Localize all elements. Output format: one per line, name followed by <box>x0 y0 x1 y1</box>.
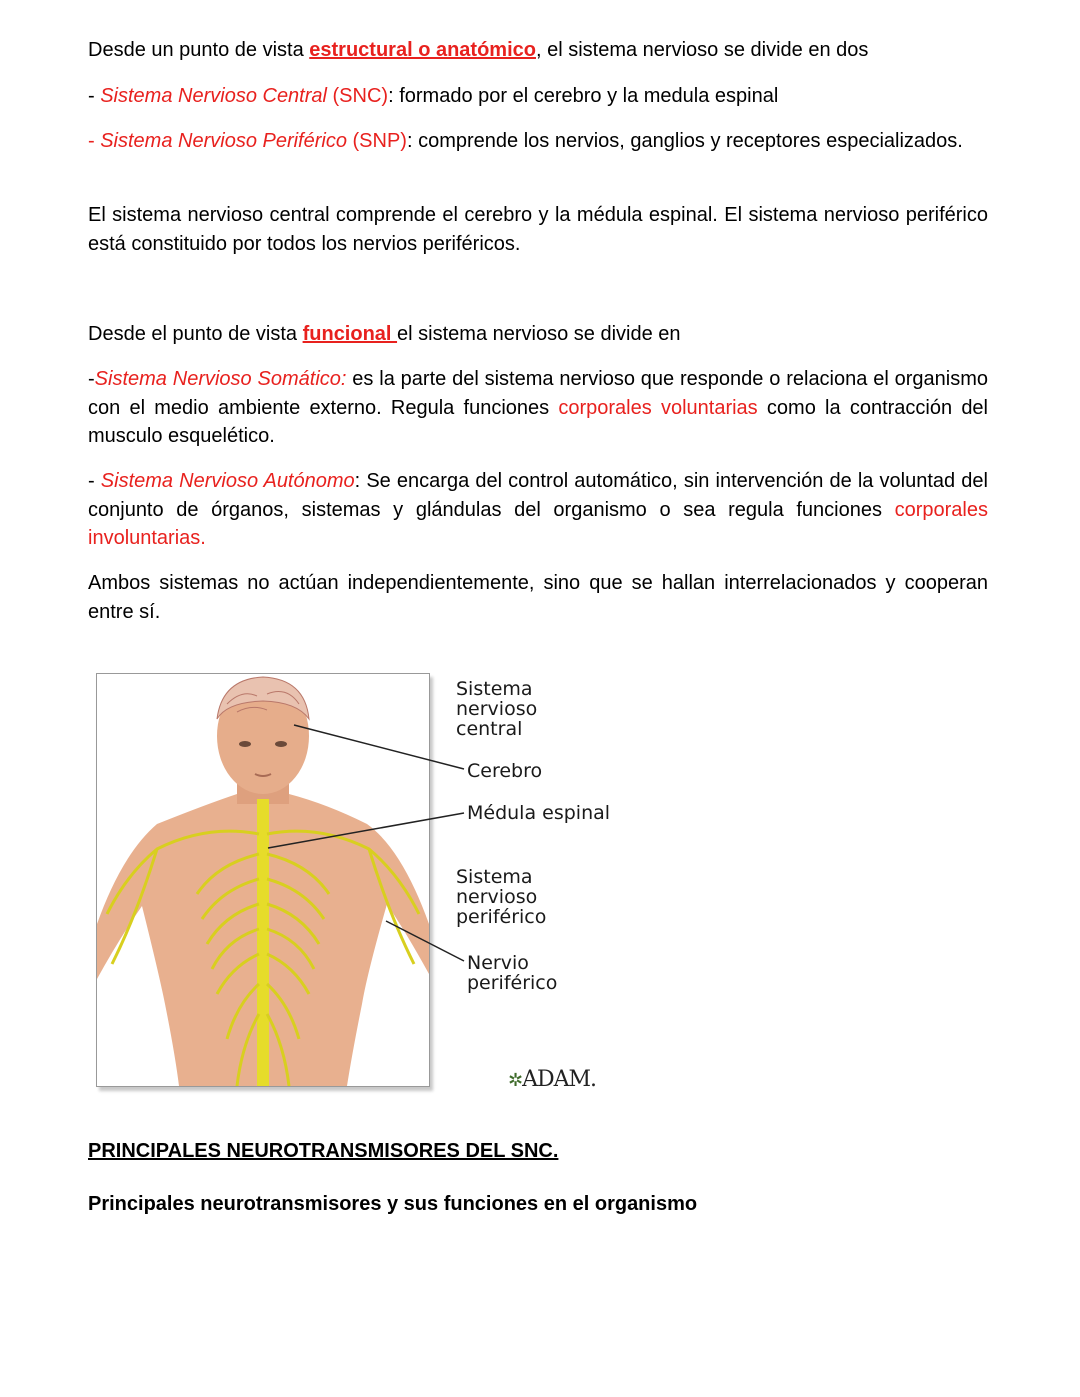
label-medula: Médula espinal <box>467 802 611 824</box>
paragraph-structural-summary: El sistema nervioso central comprende el cerebro y la médula espinal. El sistema nervioso periférico está constituido por todos los nervios periféricos. <box>88 204 988 255</box>
text: es la parte del sistema nervioso que responde o relaciona el organismo con el medio ambiente externo. Regula funciones <box>88 368 988 419</box>
acronym-snc: (SNC) <box>326 85 389 107</box>
term-snp: Sistema Nervioso Periférico <box>100 130 347 152</box>
label-line: Sistema <box>456 866 533 888</box>
term-autonomo: Sistema Nervioso Autónomo <box>100 470 355 492</box>
subheading-neurotransmitters: Principales neurotransmisores y sus funciones en el organismo <box>88 1193 698 1215</box>
paragraph-closing: Ambos sistemas no actúan independientemente, sino que se hallan interrelacionados y cooperan entre sí. <box>88 572 988 623</box>
term-voluntarias: corporales voluntarias <box>558 396 758 419</box>
term-involuntarias: corporales involuntarias. <box>88 498 988 549</box>
term-estructural: estructural o anatómico <box>309 39 536 61</box>
term-somatico: Sistema Nervioso Somático: <box>94 368 347 390</box>
label-line: Sistema <box>456 678 533 700</box>
heading-neurotransmitters: PRINCIPALES NEUROTRANSMISORES DEL SNC. <box>88 1140 559 1162</box>
label-line: central <box>456 718 523 740</box>
label-nervio <box>467 953 557 993</box>
text: - <box>88 368 95 390</box>
term-snc: Sistema Nervioso Central <box>100 85 327 107</box>
label-line: Nervio <box>467 952 529 974</box>
text: Desde el punto de vista <box>88 323 303 345</box>
text: : formado por el cerebro y la medula espinal <box>388 85 779 107</box>
paragraph-snc <box>88 82 988 111</box>
text: como la contracción del musculo esquelético. <box>88 396 989 447</box>
text: - <box>88 85 101 107</box>
paragraph-functional-intro <box>88 320 988 349</box>
label-line: periférico <box>467 972 558 994</box>
text: - <box>88 130 101 152</box>
text: , el sistema nervioso se divide en dos <box>535 39 869 61</box>
acronym-snp: (SNP) <box>346 130 407 152</box>
label-line: nervioso <box>456 698 538 720</box>
text: - <box>88 470 101 492</box>
adam-credit <box>508 1067 596 1092</box>
paragraph-snp <box>88 127 988 156</box>
leader-lines <box>96 673 626 1093</box>
paragraph-somatic <box>88 365 988 451</box>
nervous-system-figure <box>96 673 626 1093</box>
paragraph-autonomic <box>88 467 988 553</box>
text: Desde un punto de vista <box>88 39 310 61</box>
credit-text: ADAM. <box>522 1067 597 1092</box>
label-cerebro: Cerebro <box>467 760 543 782</box>
label-line: nervioso <box>456 886 538 908</box>
term-funcional: funcional <box>302 323 398 345</box>
leaf-icon: ✲ <box>508 1070 523 1091</box>
label-snp <box>456 867 546 927</box>
label-snc <box>456 679 537 739</box>
text: : comprende los nervios, ganglios y receptores especializados. <box>406 130 963 152</box>
text: el sistema nervioso se divide en <box>397 323 681 345</box>
label-line: periférico <box>456 906 547 928</box>
paragraph-structural-intro <box>88 36 988 65</box>
text: : Se encarga del control automático, sin intervención de la voluntad del conjunto de órganos, sistemas y glándulas del organismo o sea regula funciones <box>88 470 988 521</box>
